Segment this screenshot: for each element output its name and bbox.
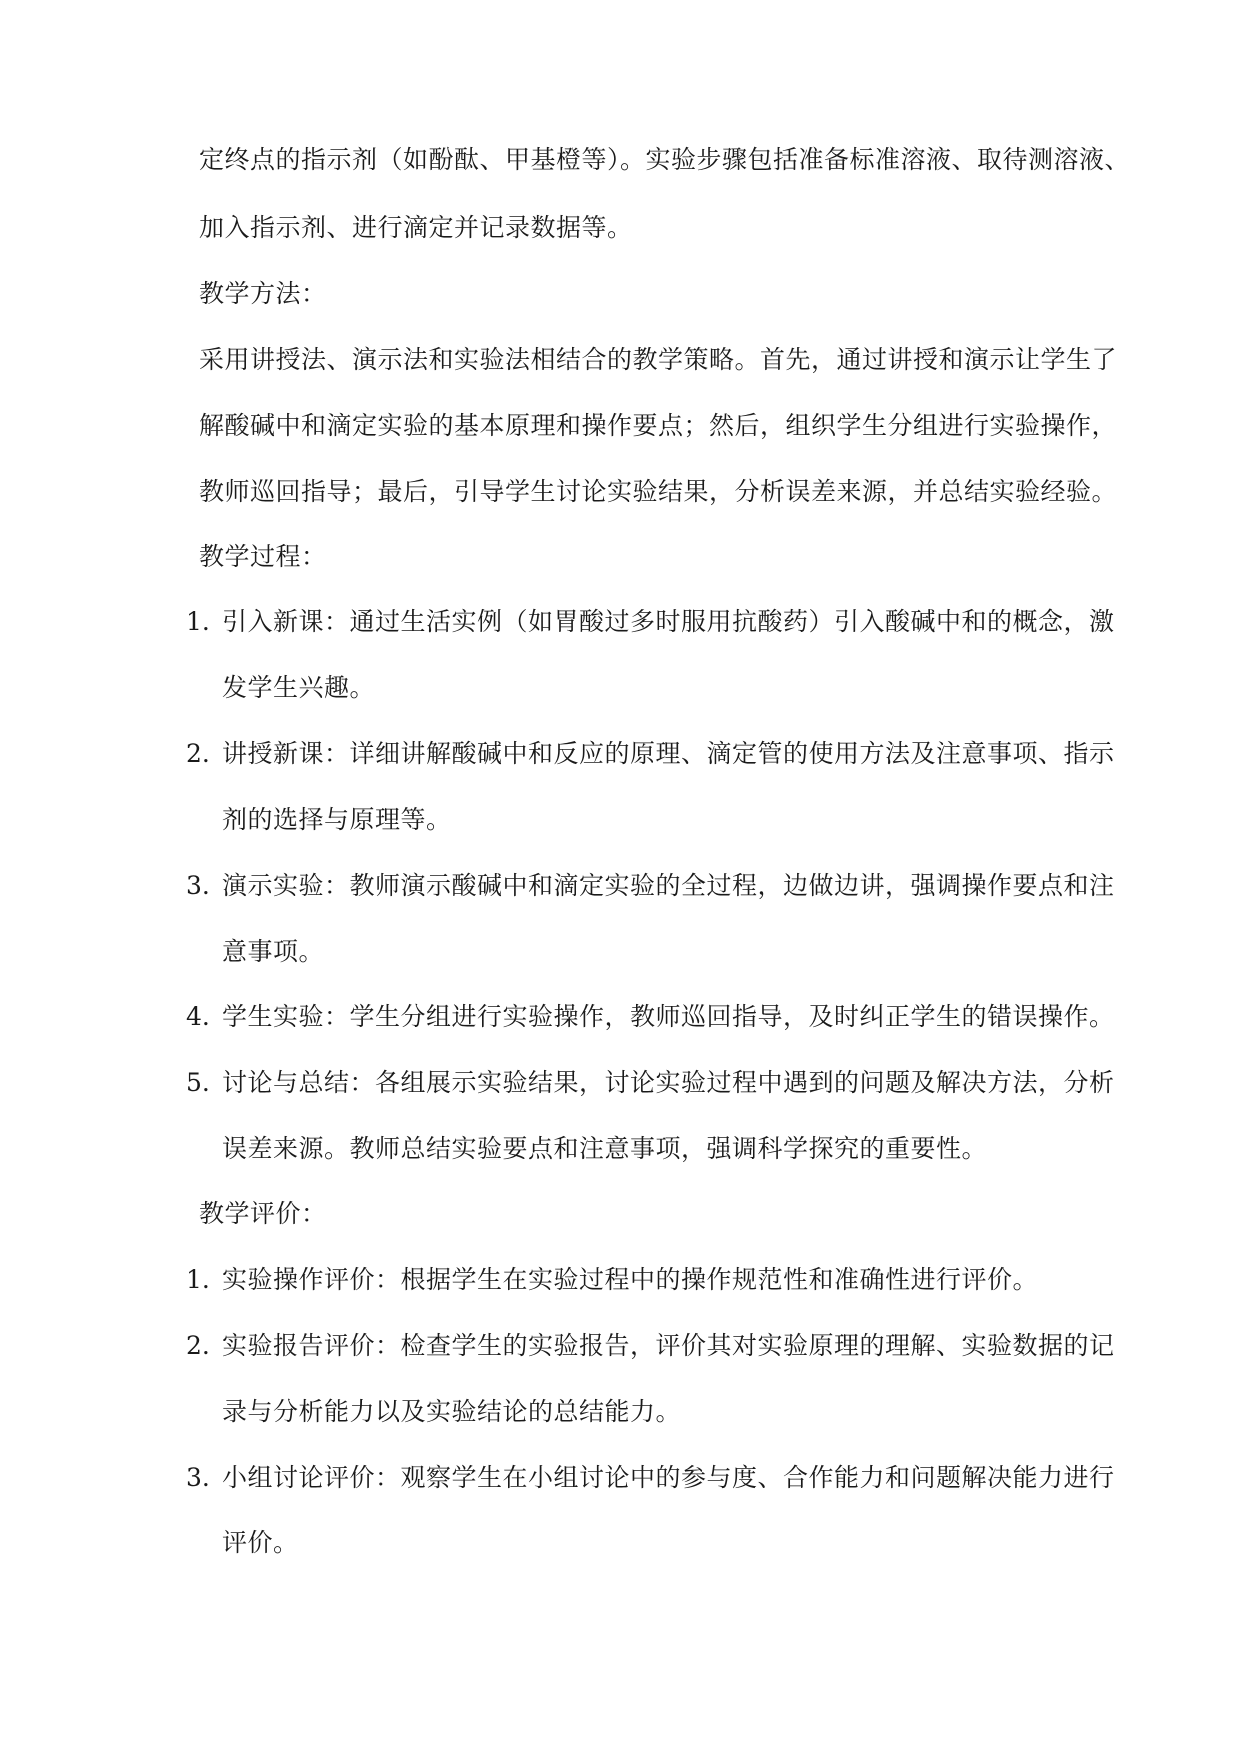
- list-item: 讨论与总结：各组展示实验结果，讨论实验过程中遇到的问题及解决方法，分析: [222, 1068, 1115, 1097]
- intro-line: 定终点的指示剂（如酚酞、甲基橙等）。实验步骤包括准备标准溶液、取待测溶液、: [199, 145, 1131, 174]
- methods-line: 教师巡回指导；最后，引导学生讨论实验结果，分析误差来源，并总结实验经验。: [199, 477, 1118, 506]
- list-number: 1.: [186, 1265, 210, 1294]
- section-heading-evaluation: 教学评价：: [199, 1199, 327, 1228]
- methods-line: 采用讲授法、演示法和实验法相结合的教学策略。首先，通过讲授和演示让学生了: [199, 345, 1118, 374]
- list-number: 5.: [186, 1068, 210, 1097]
- list-item: 学生实验：学生分组进行实验操作，教师巡回指导，及时纠正学生的错误操作。: [222, 1002, 1115, 1031]
- list-item: 小组讨论评价：观察学生在小组讨论中的参与度、合作能力和问题解决能力进行: [222, 1463, 1115, 1492]
- list-number: 2.: [186, 1331, 210, 1360]
- section-heading-process: 教学过程：: [199, 542, 327, 571]
- list-number: 3.: [186, 1463, 210, 1492]
- list-number: 4.: [186, 1002, 210, 1031]
- list-number: 3.: [186, 871, 210, 900]
- list-number: 2.: [186, 739, 210, 768]
- list-item: 演示实验：教师演示酸碱中和滴定实验的全过程，边做边讲，强调操作要点和注: [222, 871, 1115, 900]
- list-item-continuation: 意事项。: [222, 937, 325, 966]
- intro-line: 加入指示剂、进行滴定并记录数据等。: [199, 213, 633, 242]
- list-item-continuation: 录与分析能力以及实验结论的总结能力。: [222, 1397, 682, 1426]
- list-number: 1.: [186, 607, 210, 636]
- list-item-continuation: 误差来源。教师总结实验要点和注意事项，强调科学探究的重要性。: [222, 1134, 988, 1163]
- list-item-continuation: 评价。: [222, 1528, 299, 1557]
- list-item: 实验操作评价：根据学生在实验过程中的操作规范性和准确性进行评价。: [222, 1265, 1039, 1294]
- list-item: 实验报告评价：检查学生的实验报告，评价其对实验原理的理解、实验数据的记: [222, 1331, 1115, 1360]
- list-item-continuation: 剂的选择与原理等。: [222, 805, 452, 834]
- list-item: 讲授新课：详细讲解酸碱中和反应的原理、滴定管的使用方法及注意事项、指示: [222, 739, 1115, 768]
- section-heading-methods: 教学方法：: [199, 279, 327, 308]
- list-item-continuation: 发学生兴趣。: [222, 673, 376, 702]
- list-item: 引入新课：通过生活实例（如胃酸过多时服用抗酸药）引入酸碱中和的概念，激: [222, 607, 1115, 636]
- methods-line: 解酸碱中和滴定实验的基本原理和操作要点；然后，组织学生分组进行实验操作，: [199, 411, 1118, 440]
